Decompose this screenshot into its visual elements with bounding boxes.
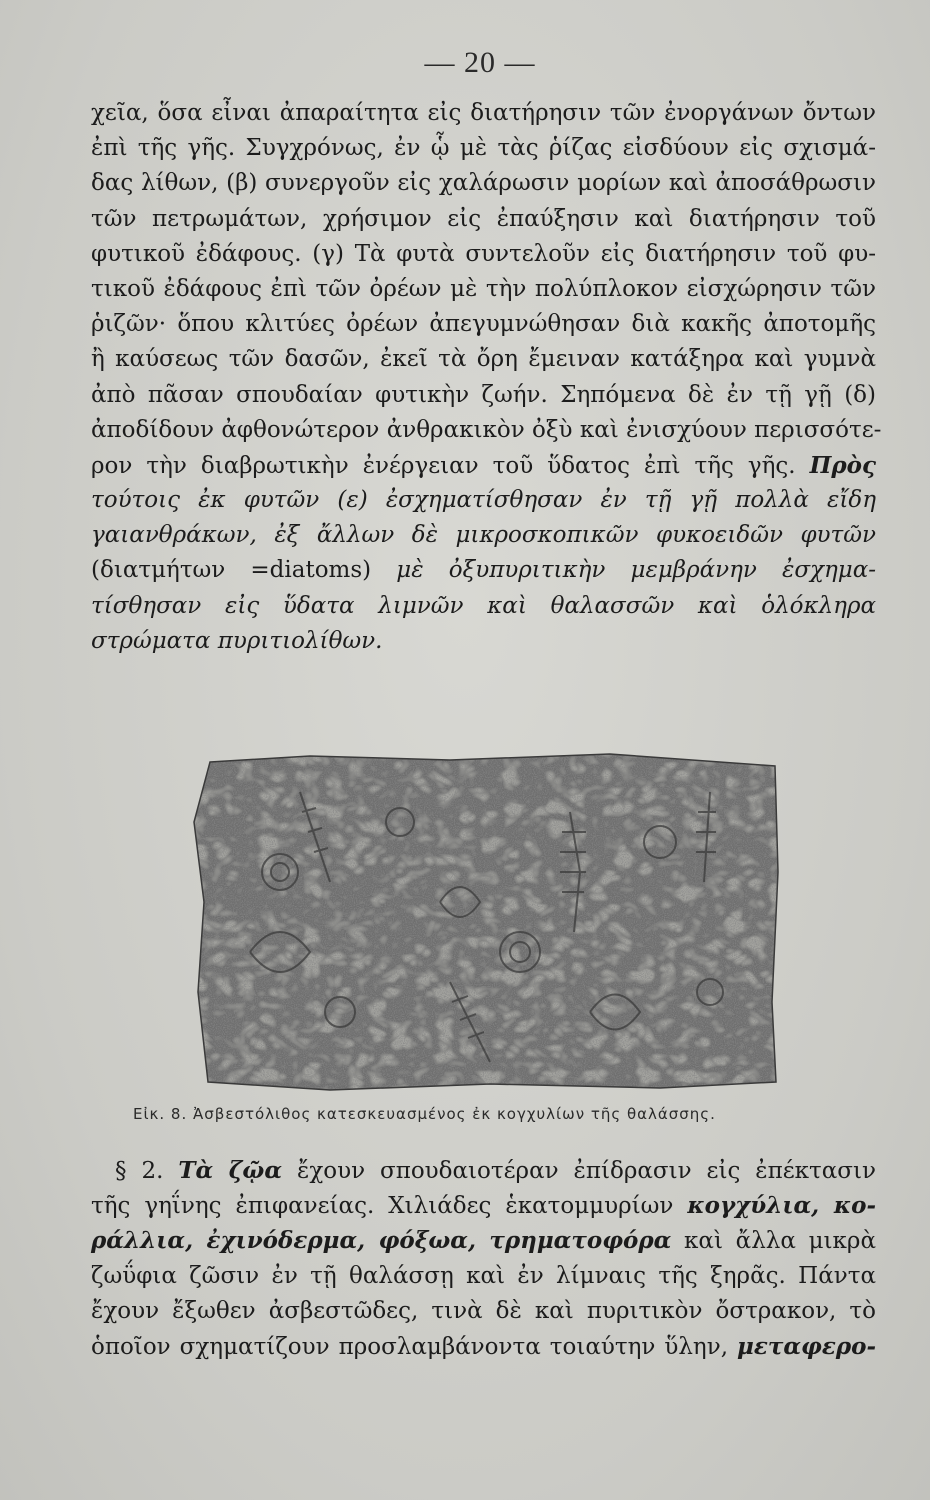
bold-run: ράλλια, ἐχινόδερμα, φόξωα, τρηματοφόρα <box>91 1227 672 1255</box>
text-line: ζωΰφια ζῶσιν ἐν τῇ θαλάσσῃ καὶ ἐν λίμναις τῆς ξηρᾶς. Πάντα <box>91 1262 876 1289</box>
text-line-mixed <box>91 553 876 588</box>
text-line: τῶν πετρωμάτων, χρήσιμον εἰς ἐπαύξησιν καὶ διατήρησιν τοῦ <box>91 205 876 232</box>
text-line: τικοῦ ἐδάφους ἐπὶ τῶν ὀρέων μὲ τὴν πολύπλοκον εἰσχώρησιν τῶν <box>91 275 876 302</box>
bold-run: μεταφερο- <box>737 1332 877 1360</box>
text-line: ἀπὸ πᾶσαν σπουδαίαν φυτικὴν ζωήν. Σηπόμενα δὲ ἐν τῇ γῇ (δ) <box>91 381 876 408</box>
section-mark: § 2. <box>115 1158 164 1184</box>
fossil-limestone-figure <box>190 752 780 1092</box>
text-line-italic: τούτοις ἐκ φυτῶν (ε) ἐσχηματίσθησαν ἐν τῇ γῇ πολλὰ εἴδη <box>91 487 876 514</box>
figure-caption: Εἰκ. 8. Ἀσβεστόλιθος κατεσκευασμένος ἐκ κογχυλίων τῆς θαλάσσης. <box>133 1105 716 1123</box>
text-run: καὶ ἄλλα μικρὰ <box>684 1228 876 1255</box>
text-line-mixed <box>91 1329 876 1364</box>
fossil-limestone-image <box>190 752 780 1092</box>
page-number: — 20 — <box>424 46 536 79</box>
text-line: ἐπὶ τῆς γῆς. Συγχρόνως, ἐν ᾧ μὲ τὰς ῥίζας εἰσδύουν εἰς σχισμά- <box>91 135 876 162</box>
text-line: ἔχουν ἔξωθεν ἀσβεστῶδες, τινὰ δὲ καὶ πυριτικὸν ὄστρακον, τὸ <box>91 1297 876 1324</box>
text-line: ἢ καύσεως τῶν δασῶν, ἐκεῖ τὰ ὄρη ἔμειναν κατάξηρα καὶ γυμνὰ <box>91 346 876 373</box>
text-run: ρον τὴν διαβρωτικὴν ἐνέργειαν τοῦ ὕδατος ἐπὶ τῆς γῆς. <box>91 452 796 479</box>
text-line-mixed <box>91 448 876 483</box>
text-line: χεῖα, ὅσα εἶναι ἀπαραίτητα εἰς διατήρησιν τῶν ἐνοργάνων ὄντων <box>91 100 876 126</box>
text-line: δας λίθων, (β) συνεργοῦν εἰς χαλάρωσιν μορίων καὶ ἀποσάθρωσιν <box>91 170 876 197</box>
text-line: ῥιζῶν· ὅπου κλιτύες ὀρέων ἀπεγυμνώθησαν διὰ κακῆς ἀποτομῆς <box>91 311 876 338</box>
text-line-italic: γαιανθράκων, ἐξ ἄλλων δὲ μικροσκοπικῶν φυκοειδῶν φυτῶν <box>91 522 876 549</box>
italic-run: Πρὸς <box>809 451 877 479</box>
text-line: ἀποδίδουν ἀφθονώτερον ἀνθρακικὸν ὀξὺ καὶ ἐνισχύουν περισσότε- <box>91 416 882 443</box>
text-line: φυτικοῦ ἐδάφους. (γ) Τὰ φυτὰ συντελοῦν εἰς διατήρησιν τοῦ φυ- <box>91 240 876 267</box>
paragraph-animals <box>91 1153 876 1364</box>
text-line-italic: στρώματα πυριτιολίθων. <box>91 627 383 654</box>
text-run: ὁποῖον σχηματίζουν προσλαμβάνοντα τοιαύτην ὕλην, <box>91 1333 729 1360</box>
italic-run: μὲ ὀξυπυριτικὴν μεμβράνην ἐσχημα- <box>396 557 876 584</box>
text-line-mixed <box>91 1188 876 1223</box>
bold-run: κογχύλια, κο- <box>687 1192 876 1220</box>
text-line-italic: τίσθησαν εἰς ὕδατα λιμνῶν καὶ θαλασσῶν καὶ ὁλόκληρα <box>91 592 876 619</box>
text-line-mixed <box>91 1153 876 1188</box>
italic-run: Τὰ ζῷα <box>178 1157 283 1184</box>
text-run: ἔχουν σπουδαιοτέραν ἐπίδρασιν εἰς ἐπέκτασιν <box>296 1158 877 1184</box>
text-line-mixed <box>91 1223 876 1258</box>
paragraph-plants <box>91 96 882 659</box>
text-run: (διατμήτων =diatoms) <box>91 557 372 584</box>
text-run: τῆς γηΐνης ἐπιφανείας. Χιλιάδες ἑκατομμυρίων <box>91 1193 674 1220</box>
